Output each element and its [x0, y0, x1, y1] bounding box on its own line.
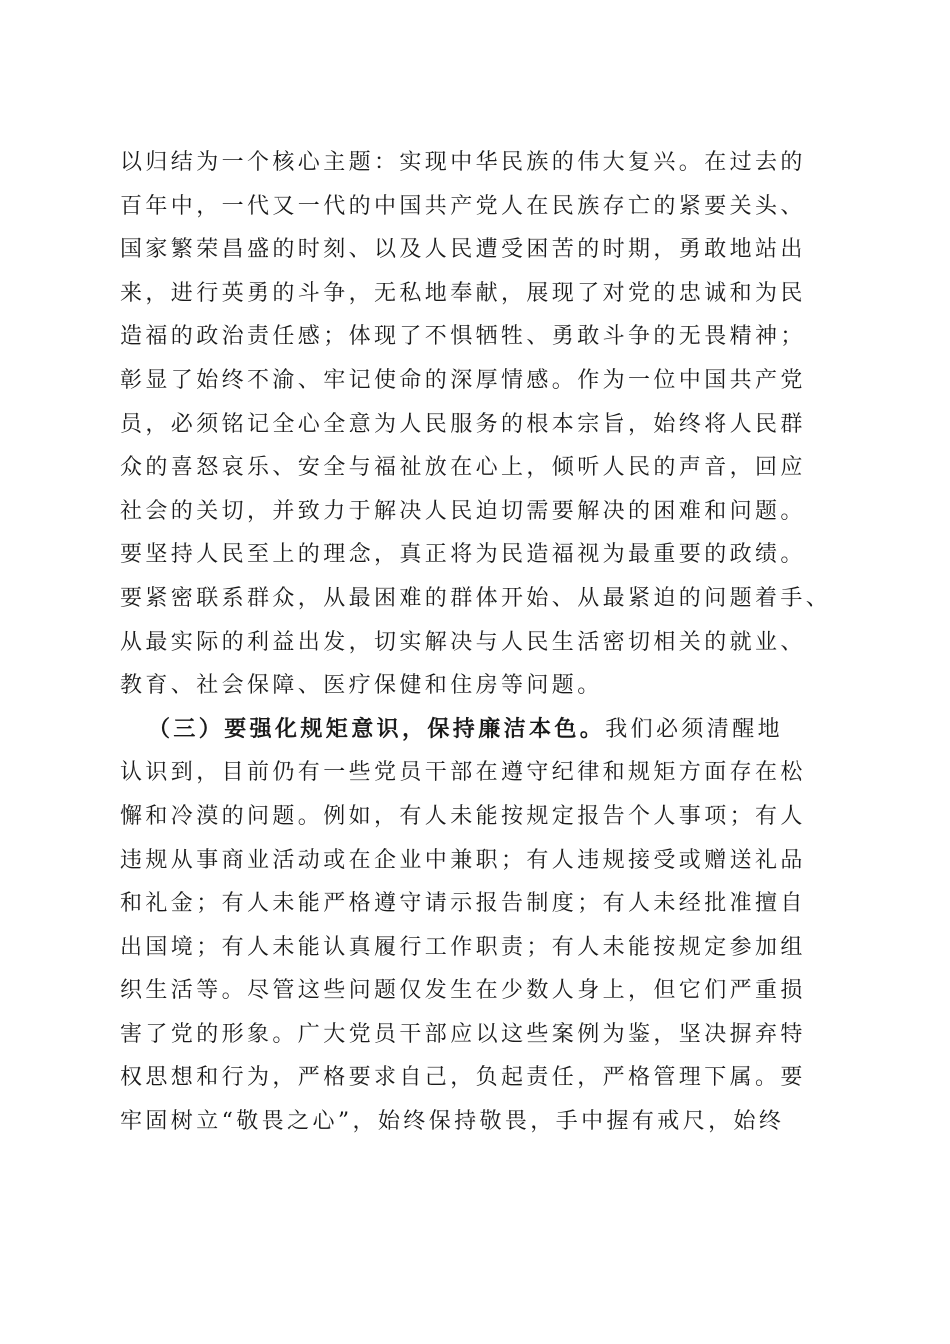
paragraph-line: 彰显了始终不渝、牢记使命的深厚情感。作为一位中国共产党	[120, 367, 806, 393]
paragraph-line: 国家繁荣昌盛的时刻、以及人民遭受困苦的时期，勇敢地站出	[120, 237, 806, 263]
paragraph-line: 来，进行英勇的斗争，无私地奉献，展现了对党的忠诚和为民	[120, 280, 806, 306]
paragraph-line: 违规从事商业活动或在企业中兼职；有人违规接受或赠送礼品	[120, 847, 806, 873]
paragraph-line: 织生活等。尽管这些问题仅发生在少数人身上，但它们严重损	[120, 978, 806, 1004]
section-heading-rest: 我们必须清醒地	[605, 716, 784, 742]
paragraph-line: 员，必须铭记全心全意为人民服务的根本宗旨，始终将人民群	[120, 411, 806, 437]
paragraph-line: 以归结为一个核心主题：实现中华民族的伟大复兴。在过去的	[120, 150, 806, 175]
paragraph-line: 要坚持人民至上的理念，真正将为民造福视为最重要的政绩。	[120, 542, 806, 568]
paragraph-line: 从最实际的利益出发，切实解决与人民生活密切相关的就业、	[120, 629, 806, 655]
paragraph-line: 权思想和行为，严格要求自己，负起责任，严格管理下属。要	[120, 1065, 806, 1091]
paragraph-line: 众的喜怒哀乐、安全与福祉放在心上，倾听人民的声音，回应	[120, 455, 806, 481]
paragraph-line: 牢固树立“敬畏之心”，始终保持敬畏，手中握有戒尺，始终	[120, 1109, 785, 1135]
body-text	[120, 141, 840, 1144]
paragraph-line: 教育、社会保障、医疗保健和住房等问题。	[120, 673, 603, 699]
paragraph-line: 懈和冷漠的问题。例如，有人未能按规定报告个人事项；有人	[120, 803, 806, 829]
section-heading-line	[120, 708, 840, 752]
paragraph-line: 害了党的形象。广大党员干部应以这些案例为鉴，坚决摒弃特	[120, 1021, 806, 1047]
paragraph-line: 认识到，目前仍有一些党员干部在遵守纪律和规矩方面存在松	[120, 760, 806, 786]
paragraph-line: 和礼金；有人未能严格遵守请示报告制度；有人未经批准擅自	[120, 891, 806, 917]
section-heading: （三）要强化规矩意识，保持廉洁本色。	[148, 715, 606, 742]
paragraph-line: 要紧密联系群众，从最困难的群体开始、从最紧迫的问题着手、	[120, 585, 832, 611]
paragraph-line: 造福的政治责任感；体现了不惧牺牲、勇敢斗争的无畏精神；	[120, 324, 806, 350]
paragraph-line: 社会的关切，并致力于解决人民迫切需要解决的困难和问题。	[120, 498, 806, 524]
paragraph-line: 百年中，一代又一代的中国共产党人在民族存亡的紧要关头、	[120, 193, 806, 219]
paragraph-line: 出国境；有人未能认真履行工作职责；有人未能按规定参加组	[120, 934, 806, 960]
